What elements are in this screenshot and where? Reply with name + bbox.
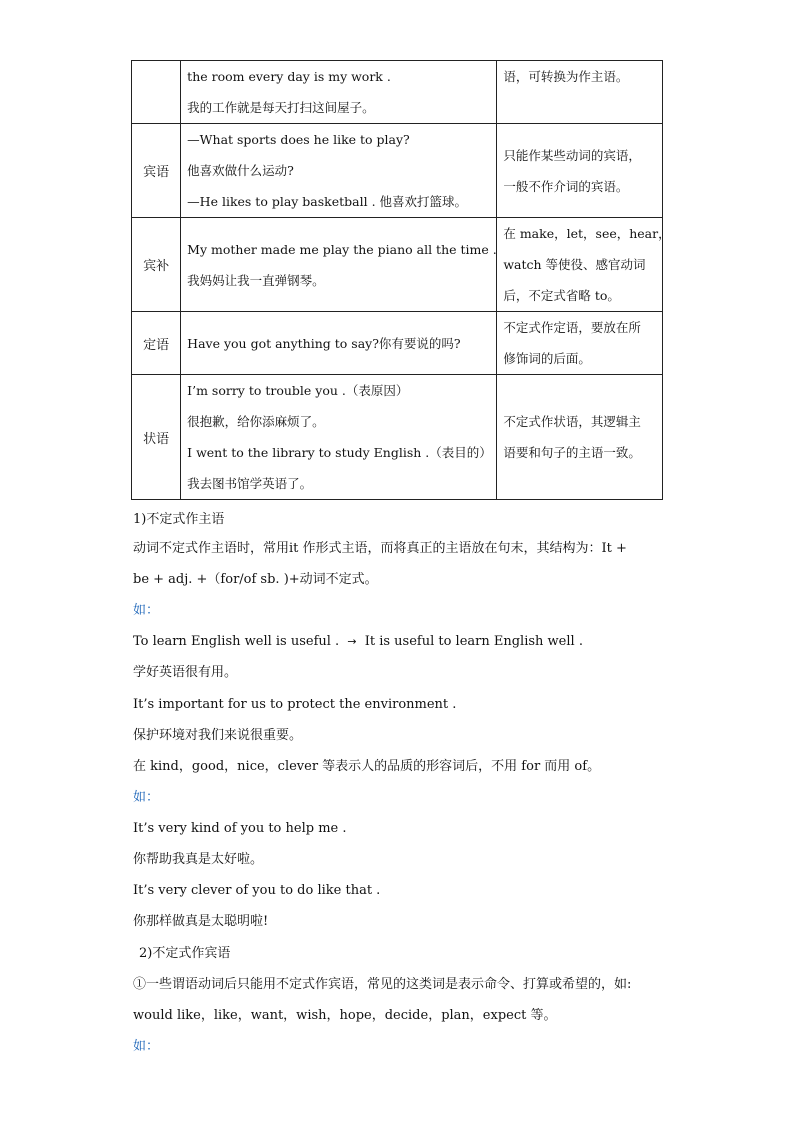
table-role-label: 状语 xyxy=(143,431,170,447)
table-role-cell xyxy=(132,312,181,375)
example-label: 如： xyxy=(133,603,160,618)
example-3-cn: 你帮助我真是太好啦。 xyxy=(133,852,264,867)
rule-kind-good: 在 kind，good，nice，clever 等表示人的品质的形容词后，不用 for 而用 of。 xyxy=(133,759,601,774)
table-example-line: My mother made me play the piano all the time . xyxy=(187,241,497,257)
example-2: It’s important for us to protect the environment . xyxy=(133,697,457,712)
example-2-cn: 保护环境对我们来说很重要。 xyxy=(133,728,303,743)
table-row xyxy=(132,375,663,500)
table-note-line: 修饰词的后面。 xyxy=(503,351,591,366)
table-example-line: 很抱歉，给你添麻烦了。 xyxy=(187,414,325,429)
section2-heading: 2)不定式作宾语 xyxy=(139,946,231,961)
table-example-line: the room every day is my work . xyxy=(187,69,391,84)
infinitive-usage-table xyxy=(131,60,671,500)
table-example-cell xyxy=(181,61,497,124)
table-note-line: 只能作某些动词的宾语， xyxy=(503,147,641,163)
table-note-line: 后，不定式省略 to。 xyxy=(503,288,620,303)
table-note-cell xyxy=(497,61,663,124)
table-row xyxy=(132,61,663,124)
section1-desc-line1: 动词不定式作主语时，常用it 作形式主语，而将真正的主语放在句末，其结构为：It + xyxy=(133,541,627,556)
table-example-line: —What sports does he like to play? xyxy=(187,132,410,147)
example-1-cn: 学好英语很有用。 xyxy=(133,665,238,680)
arrow-right-icon: → xyxy=(347,635,357,648)
table-note-cell xyxy=(497,218,671,312)
table-role-cell xyxy=(132,124,181,218)
table-role-cell xyxy=(132,375,181,500)
example-1-left: To learn English well is useful . xyxy=(133,634,340,649)
table-example-line: —He likes to play basketball . 他喜欢打篮球。 xyxy=(187,194,468,209)
table-note-line: watch 等使役、感官动词 xyxy=(503,257,646,272)
table-note-line: 一般不作介词的宾语。 xyxy=(503,178,629,194)
table-note-line: 在 make，let，see，hear， xyxy=(503,226,671,241)
table-note-cell xyxy=(497,312,663,375)
table-note-line: 不定式作定语，要放在所 xyxy=(503,320,641,335)
section1-desc-line2: be + adj. +（for/of sb. )+动词不定式。 xyxy=(133,572,378,587)
table-example-cell xyxy=(181,218,497,312)
table-example-cell xyxy=(181,124,497,218)
table-example-line: 他喜欢做什么运动? xyxy=(187,163,294,178)
table-role-label: 定语 xyxy=(143,337,170,353)
section2-rule-line1: ①一些谓语动词后只能用不定式作宾语，常见的这类词是表示命令、打算或希望的，如: xyxy=(133,977,632,992)
table-example-line: I’m sorry to trouble you .（表原因） xyxy=(187,383,409,398)
table-example-line: 我的工作就是每天打扫这间屋子。 xyxy=(187,100,375,115)
example-4-cn: 你那样做真是太聪明啦! xyxy=(133,914,269,929)
table-note-line: 语，可转换为作主语。 xyxy=(503,69,629,84)
table-note-cell xyxy=(497,124,663,218)
table-role-cell xyxy=(132,61,181,124)
example-3: It’s very kind of you to help me . xyxy=(133,821,347,836)
table-row xyxy=(132,124,663,218)
section1-heading: 1)不定式作主语 xyxy=(133,512,225,527)
table-role-cell xyxy=(132,218,181,312)
section2-rule-line2: would like，like，want，wish，hope，decide，plan，expect 等。 xyxy=(133,1008,557,1023)
table-example-line: 我去图书馆学英语了。 xyxy=(187,476,313,491)
table-example-line: I went to the library to study English .（表目的） xyxy=(187,445,492,460)
table-note-line: 不定式作状语，其逻辑主 xyxy=(503,414,641,429)
table-note-line: 语要和句子的主语一致。 xyxy=(503,445,641,460)
example-1-right: It is useful to learn English well . xyxy=(364,634,583,649)
table-row xyxy=(132,312,663,375)
example-4: It’s very clever of you to do like that . xyxy=(133,883,381,898)
table-example-cell xyxy=(181,375,497,500)
table-example-line: 我妈妈让我一直弹钢琴。 xyxy=(187,272,325,288)
table-example-line: Have you got anything to say?你有要说的吗? xyxy=(187,335,461,351)
table-role-label: 宾补 xyxy=(143,259,170,274)
table-row xyxy=(132,218,663,312)
example-1 xyxy=(133,632,583,652)
example-label-2: 如： xyxy=(133,790,160,805)
table-example-cell xyxy=(181,312,497,375)
table-role-label: 宾语 xyxy=(143,165,170,180)
table-note-cell xyxy=(497,375,663,500)
section2-example-label: 如： xyxy=(133,1039,160,1054)
